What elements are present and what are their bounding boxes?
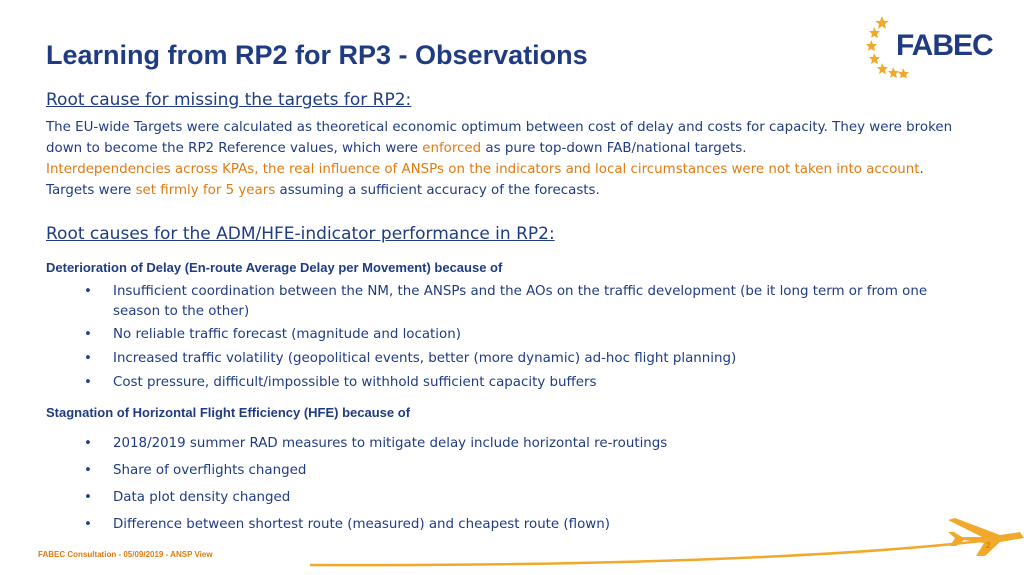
delay-heading: Deterioration of Delay (En-route Average Delay per Movement) because of xyxy=(46,260,503,275)
p1-tail: as pure top-down FAB/national targets. xyxy=(481,141,747,156)
logo-text: FABEC xyxy=(896,29,993,62)
p1-text: The EU-wide Targets were calculated as theoretical economic optimum between cost of delay and costs for capacity. They were broken down to become the RP2 Reference values, which were xyxy=(46,120,953,156)
footer-text: FABEC Consultation - 05/09/2019 - ANSP View xyxy=(38,550,213,559)
delay-list xyxy=(84,282,964,393)
page-title: Learning from RP2 for RP3 - Observations xyxy=(46,40,588,70)
list-item: • Insufficient coordination between the NM, the ANSPs and the AOs on the traffic development (be it long term or from one season to the other) xyxy=(84,282,964,322)
airplane-swoosh-icon xyxy=(300,510,1024,570)
list-item: • Cost pressure, difficult/impossible to withhold sufficient capacity buffers xyxy=(84,373,964,393)
list-item: • No reliable traffic forecast (magnitude and location) xyxy=(84,325,964,345)
list-item: • Data plot density changed xyxy=(84,484,964,511)
p3-tail: . xyxy=(595,183,600,198)
p2-highlight: Interdependencies across KPAs, the real influence of ANSPs on the indicators and local circumstances were not taken into account xyxy=(46,162,920,177)
p3-highlight: set firmly for 5 years xyxy=(135,183,276,198)
list-item: • Difference between shortest route (measured) and cheapest route (flown) xyxy=(84,511,964,538)
section1-heading: Root cause for missing the targets for RP2: xyxy=(46,90,412,110)
list-item: • Share of overflights changed xyxy=(84,457,964,484)
list-item: • Increased traffic volatility (geopolitical events, better (more dynamic) ad-hoc flight planning) xyxy=(84,349,964,369)
hfe-heading: Stagnation of Horizontal Flight Efficiency (HFE) because of xyxy=(46,405,411,420)
list-item: • 2018/2019 summer RAD measures to mitigate delay include horizontal re-routings xyxy=(84,430,964,457)
page-number: 2 xyxy=(986,541,991,550)
p3-middle: assuming a sufficient accuracy of the forecasts xyxy=(275,183,596,198)
p3-text: Targets were xyxy=(46,183,136,198)
p2-tail: . xyxy=(919,162,924,177)
section2-heading: Root causes for the ADM/HFE-indicator performance in RP2: xyxy=(46,224,555,244)
section1-paragraph xyxy=(46,117,978,201)
p1-highlight: enforced xyxy=(422,141,482,156)
